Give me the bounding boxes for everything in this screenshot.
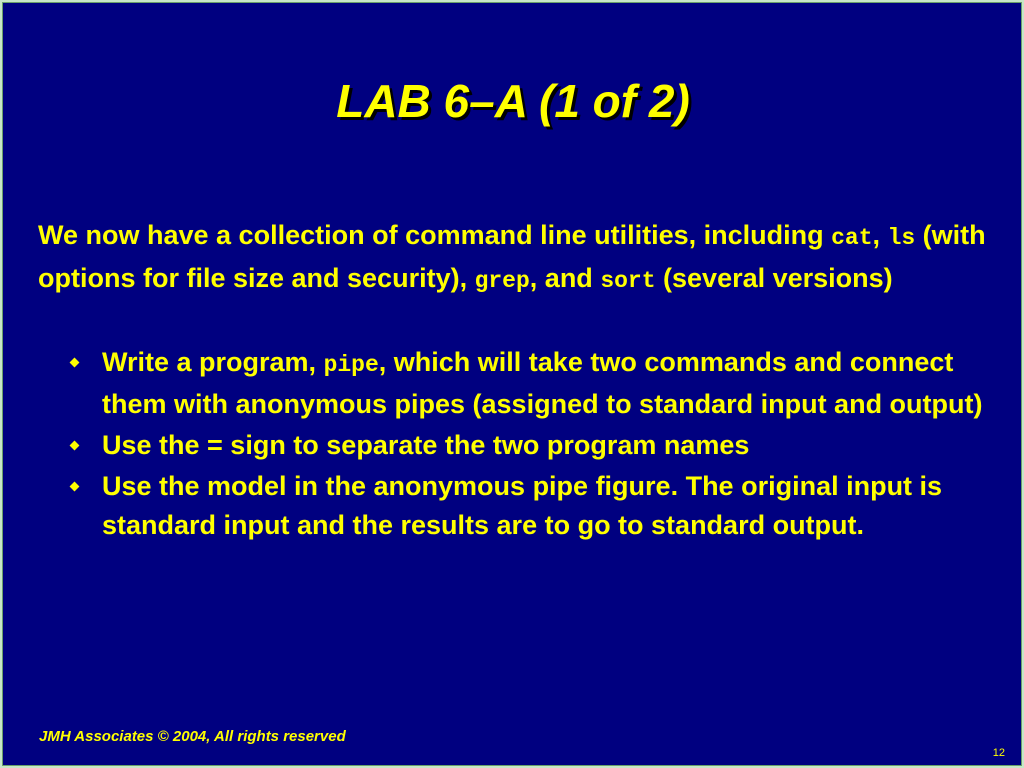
slide-title: LAB 6–A (1 of 2) bbox=[336, 75, 690, 127]
code-pipe: pipe bbox=[323, 352, 379, 378]
bullet-item bbox=[65, 343, 1005, 424]
slide bbox=[2, 2, 1022, 766]
diamond-bullet-icon bbox=[70, 441, 80, 451]
footer-copyright: JMH Associates © 2004, All rights reserved bbox=[39, 728, 346, 745]
diamond-bullet-icon bbox=[70, 482, 80, 492]
bullet-3-text: Use the model in the anonymous pipe figure. The original input is standard input and the results are to go to standard output. bbox=[102, 471, 943, 540]
bullet-item bbox=[65, 467, 1005, 545]
intro-text-3: (with options for file size and security), bbox=[38, 220, 986, 293]
bullet-1-text-2: , which will take two commands and connect them with anonymous pipes (assigned to standard input and output) bbox=[102, 347, 983, 419]
code-ls: ls bbox=[887, 225, 916, 251]
bullet-1-text-1: Write a program, bbox=[102, 347, 324, 377]
intro-text-5: (several versions) bbox=[655, 263, 893, 293]
code-grep: grep bbox=[474, 268, 530, 294]
diamond-bullet-icon bbox=[70, 358, 80, 368]
intro-text-2: , bbox=[872, 220, 888, 250]
page-number: 12 bbox=[992, 747, 1005, 759]
code-cat: cat bbox=[831, 225, 873, 251]
bullet-list bbox=[65, 343, 1005, 547]
bullet-item bbox=[65, 426, 1005, 465]
intro-text-4: , and bbox=[529, 263, 601, 293]
bullet-2-text: Use the = sign to separate the two program names bbox=[102, 430, 750, 460]
intro-paragraph bbox=[38, 215, 998, 301]
code-sort: sort bbox=[600, 268, 656, 294]
intro-text-1: We now have a collection of command line utilities, including bbox=[38, 220, 832, 250]
